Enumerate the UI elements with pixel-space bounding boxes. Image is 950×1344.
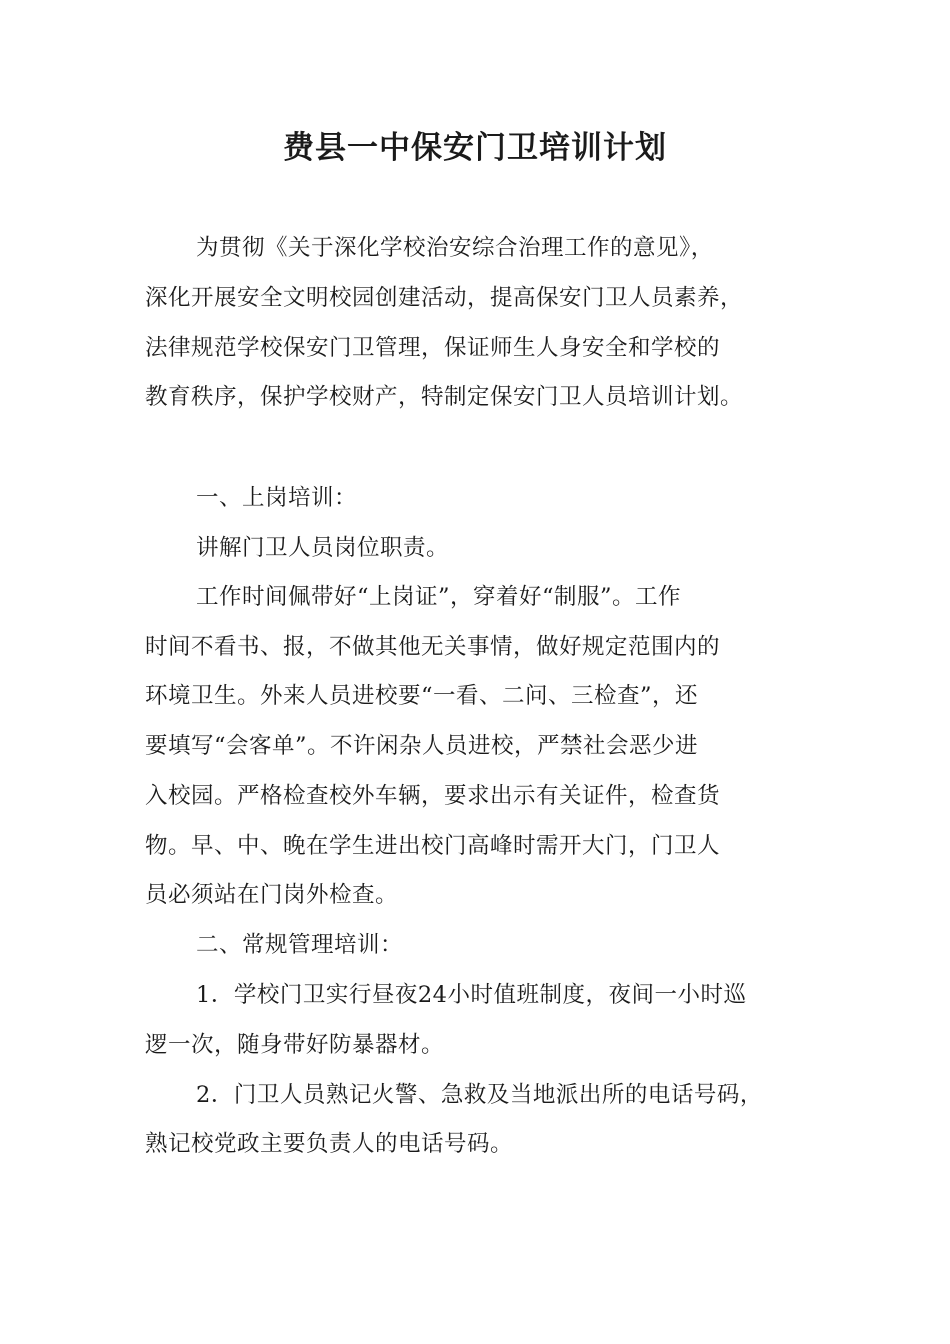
paragraph-line: 环境卫生。外来人员进校要“一看、二问、三检查”，还	[145, 683, 699, 709]
paragraph-line: 物。早、中、晚在学生进出校门高峰时需开大门，门卫人	[145, 833, 721, 859]
paragraph-line: 工作时间佩带好“上岗证”，穿着好“制服”。工作	[196, 584, 682, 610]
paragraph-line: 教育秩序，保护学校财产，特制定保安门卫人员培训计划。	[145, 384, 744, 410]
paragraph-line: 1．学校门卫实行昼夜24小时值班制度，夜间一小时巡	[196, 982, 747, 1008]
paragraph-line: 2．门卫人员熟记火警、急救及当地派出所的电话号码，	[196, 1082, 763, 1108]
paragraph-line: 为贯彻《关于深化学校治安综合治理工作的意见》，	[196, 235, 714, 261]
paragraph-line: 要填写“会客单”。不许闲杂人员进校，严禁社会恶少进	[145, 733, 699, 759]
paragraph-line: 员必须站在门岗外检查。	[145, 882, 399, 908]
paragraph-line: 讲解门卫人员岗位职责。	[196, 535, 450, 561]
paragraph-line: 深化开展安全文明校园创建活动，提高保安门卫人员素养，	[145, 285, 744, 311]
paragraph-line: 时间不看书、报，不做其他无关事情，做好规定范围内的	[145, 634, 721, 660]
document-title: 费县一中保安门卫培训计划	[283, 130, 667, 166]
section-heading: 二、常规管理培训：	[196, 932, 404, 958]
section-heading: 一、上岗培训：	[196, 485, 358, 511]
paragraph-line: 熟记校党政主要负责人的电话号码。	[145, 1131, 514, 1157]
paragraph-line: 入校园。严格检查校外车辆，要求出示有关证件，检查货	[145, 783, 721, 809]
paragraph-line: 逻一次，随身带好防暴器材。	[145, 1032, 445, 1058]
paragraph-line: 法律规范学校保安门卫管理，保证师生人身安全和学校的	[145, 335, 721, 361]
